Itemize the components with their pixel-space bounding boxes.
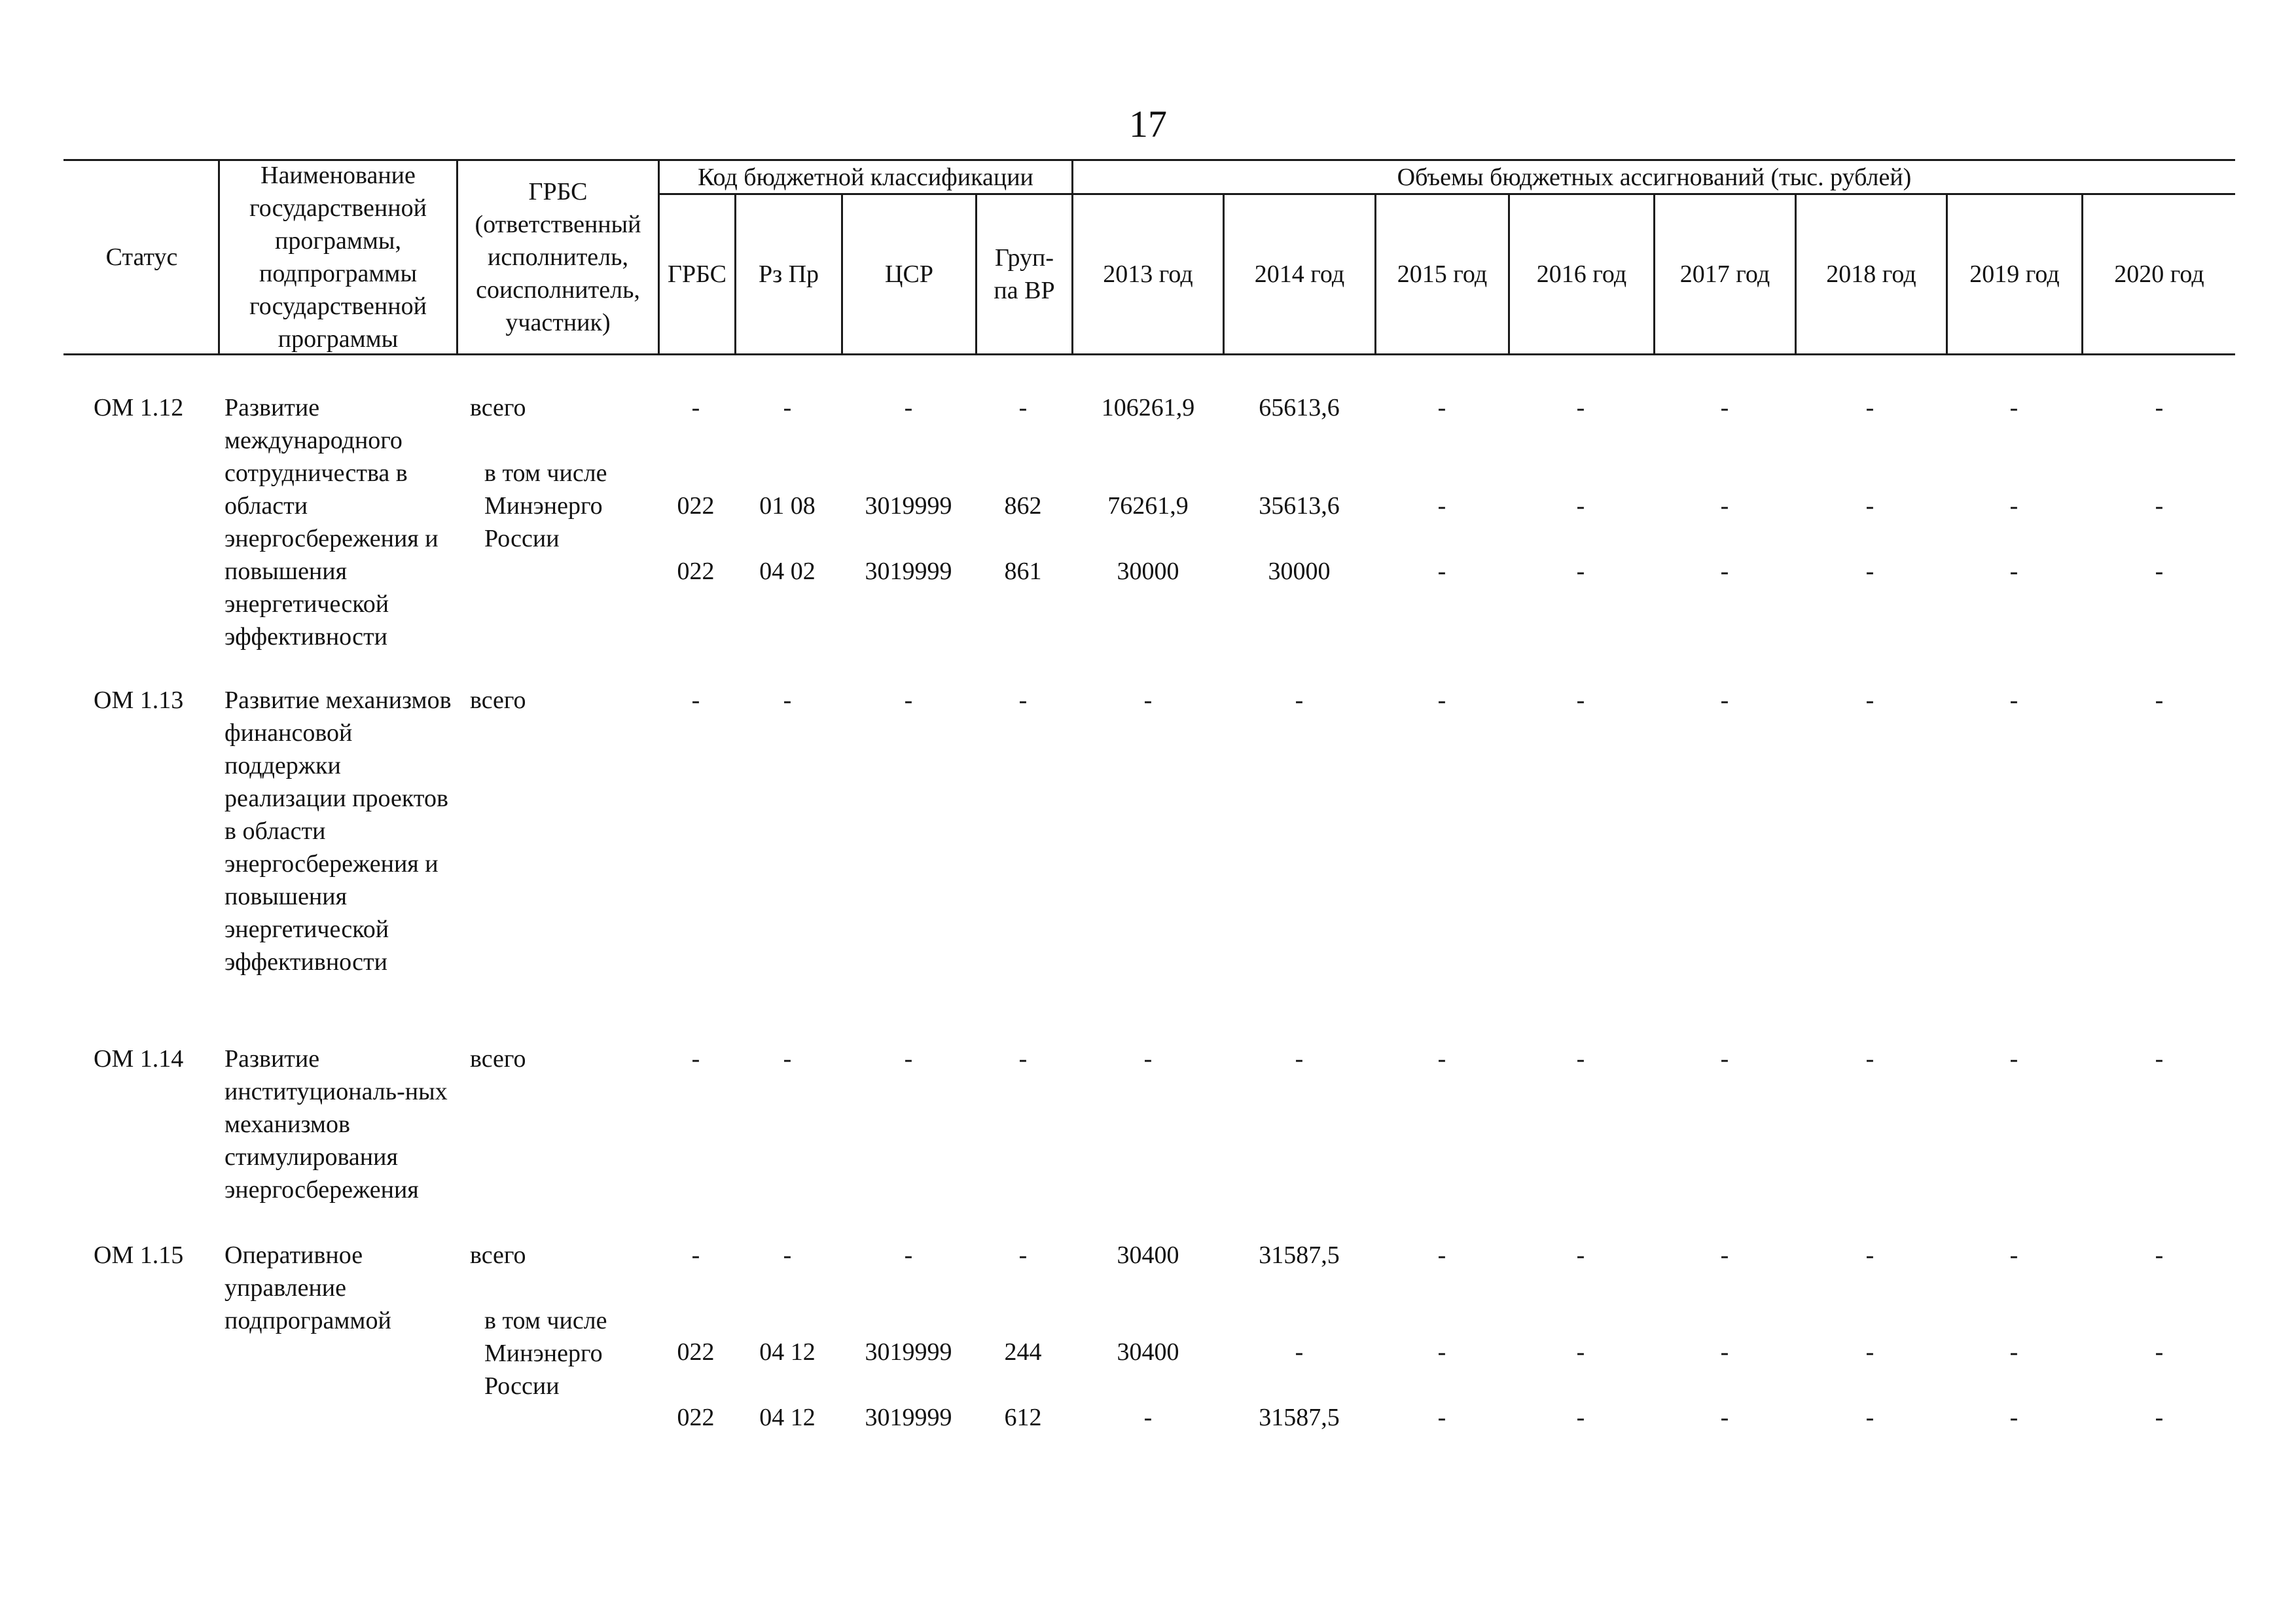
value-cell: - <box>1720 1241 1729 1269</box>
code-cell: - <box>904 687 913 714</box>
row-grbs-included: в том числе Минэнерго России <box>484 459 607 552</box>
code-cell: 3019999 <box>865 558 952 585</box>
value-cell: - <box>2009 492 2018 520</box>
row-status: ОМ 1.13 <box>94 687 184 714</box>
value-cell: - <box>1437 394 1446 421</box>
header-kbk-rzpr: Рз Пр <box>758 260 819 288</box>
value-cell: - <box>1720 1045 1729 1073</box>
code-cell: - <box>691 1241 700 1269</box>
code-cell: - <box>783 1241 792 1269</box>
value-cell: - <box>1295 1338 1304 1366</box>
value-cell: - <box>1437 1338 1446 1366</box>
code-cell: - <box>1018 1241 1028 1269</box>
value-cell: - <box>2155 492 2164 520</box>
value-cell: - <box>1720 1338 1729 1366</box>
value-cell: - <box>2009 1404 2018 1431</box>
column-divider <box>975 193 977 355</box>
code-cell: - <box>783 1045 792 1073</box>
code-cell: 861 <box>1004 558 1042 585</box>
code-cell: - <box>691 394 700 421</box>
value-cell: 35613,6 <box>1259 492 1340 520</box>
header-year-2019: 2019 год <box>1969 260 2060 288</box>
code-cell: - <box>1018 1045 1028 1073</box>
header-year-2020: 2020 год <box>2114 260 2204 288</box>
value-cell: - <box>1865 394 1874 421</box>
value-cell: - <box>2155 1338 2164 1366</box>
value-cell: - <box>1437 687 1446 714</box>
code-cell: 244 <box>1004 1338 1042 1366</box>
value-cell: - <box>1720 492 1729 520</box>
code-cell: 3019999 <box>865 1338 952 1366</box>
value-cell: - <box>2155 1241 2164 1269</box>
header-volumes-group: Объемы бюджетных ассигнований (тыс. рублей) <box>1397 163 1912 191</box>
row-name: Развитие институциональ-ных механизмов стимулирования энергосбережения <box>224 1045 448 1204</box>
row-grbs-total: всего <box>470 1241 526 1269</box>
value-cell: - <box>1720 1404 1729 1431</box>
value-cell: - <box>2155 1045 2164 1073</box>
code-cell: 04 02 <box>759 558 816 585</box>
value-cell: 30400 <box>1117 1338 1179 1366</box>
value-cell: - <box>1865 1338 1874 1366</box>
value-cell: - <box>1143 687 1153 714</box>
code-cell: - <box>691 687 700 714</box>
value-cell: - <box>1865 687 1874 714</box>
code-cell: 022 <box>677 492 715 520</box>
value-cell: - <box>1576 492 1585 520</box>
header-status: Статус <box>105 243 178 271</box>
value-cell: - <box>2009 1338 2018 1366</box>
header-year-2016: 2016 год <box>1536 260 1627 288</box>
header-year-2015: 2015 год <box>1397 260 1488 288</box>
value-cell: - <box>1295 1045 1304 1073</box>
code-cell: - <box>904 1241 913 1269</box>
value-cell: - <box>1865 492 1874 520</box>
row-grbs-total: всего <box>470 394 526 421</box>
value-cell: 31587,5 <box>1259 1404 1340 1431</box>
header-kbk-vr: Груп-па ВР <box>994 244 1055 304</box>
value-cell: - <box>1576 1338 1585 1366</box>
value-cell: - <box>2009 394 2018 421</box>
value-cell: - <box>1865 1241 1874 1269</box>
value-cell: - <box>1437 1404 1446 1431</box>
value-cell: - <box>1865 1404 1874 1431</box>
row-grbs-total: всего <box>470 687 526 714</box>
code-cell: 612 <box>1004 1404 1042 1431</box>
value-cell: - <box>1143 1045 1153 1073</box>
header-year-2017: 2017 год <box>1679 260 1770 288</box>
row-name: Развитие механизмов финансовой поддержки реализации проектов в области энергосбережения и повышения энергетической эффективности <box>224 687 452 976</box>
value-cell: - <box>1720 687 1729 714</box>
value-cell: - <box>2009 1241 2018 1269</box>
value-cell: - <box>1437 492 1446 520</box>
code-cell: - <box>783 687 792 714</box>
value-cell: - <box>1437 1045 1446 1073</box>
value-cell: - <box>1295 687 1304 714</box>
code-cell: 01 08 <box>759 492 816 520</box>
value-cell: - <box>1576 1241 1585 1269</box>
header-name: Наименование государственной программы, подпрограммы государственной программы <box>249 162 427 353</box>
row-name: Развитие международного сотрудничества в области энергосбережения и повышения энергетической эффективности <box>224 394 439 651</box>
page-number: 17 <box>1129 103 1167 145</box>
header-kbk-grbs: ГРБС <box>667 260 726 288</box>
row-status: ОМ 1.12 <box>94 394 184 421</box>
row-grbs-included: в том числе Минэнерго России <box>484 1307 607 1400</box>
value-cell: - <box>1720 394 1729 421</box>
value-cell: - <box>1576 394 1585 421</box>
value-cell: - <box>1865 1045 1874 1073</box>
value-cell: - <box>2009 558 2018 585</box>
value-cell: 65613,6 <box>1259 394 1340 421</box>
value-cell: - <box>2009 687 2018 714</box>
value-cell: 30400 <box>1117 1241 1179 1269</box>
value-cell: - <box>2155 687 2164 714</box>
row-status: ОМ 1.14 <box>94 1045 184 1073</box>
header-year-2013: 2013 год <box>1103 260 1193 288</box>
code-cell: - <box>904 394 913 421</box>
code-cell: 862 <box>1004 492 1042 520</box>
header-year-2014: 2014 год <box>1254 260 1345 288</box>
value-cell: - <box>1576 687 1585 714</box>
code-cell: - <box>783 394 792 421</box>
value-cell: - <box>2009 1045 2018 1073</box>
code-cell: 3019999 <box>865 492 952 520</box>
value-cell: 76261,9 <box>1107 492 1189 520</box>
header-grbs-responsible: ГРБС (ответственный исполнитель, соисполнитель, участник) <box>475 178 641 336</box>
code-cell: - <box>1018 687 1028 714</box>
value-cell: - <box>1437 1241 1446 1269</box>
value-cell: - <box>1437 558 1446 585</box>
value-cell: - <box>2155 558 2164 585</box>
code-cell: 022 <box>677 1404 715 1431</box>
header-year-2018: 2018 год <box>1826 260 1916 288</box>
value-cell: 30000 <box>1268 558 1331 585</box>
row-grbs-total: всего <box>470 1045 526 1073</box>
value-cell: 30000 <box>1117 558 1179 585</box>
row-name: Оперативное управление подпрограммой <box>224 1241 391 1334</box>
value-cell: - <box>1143 1404 1153 1431</box>
row-status: ОМ 1.15 <box>94 1241 184 1269</box>
code-cell: 3019999 <box>865 1404 952 1431</box>
code-cell: 04 12 <box>759 1404 816 1431</box>
code-cell: - <box>1018 394 1028 421</box>
value-cell: - <box>1576 1404 1585 1431</box>
code-cell: 022 <box>677 1338 715 1366</box>
header-kbk-group: Код бюджетной классификации <box>698 163 1033 191</box>
value-cell: - <box>1576 558 1585 585</box>
value-cell: 31587,5 <box>1259 1241 1340 1269</box>
value-cell: - <box>1720 558 1729 585</box>
code-cell: - <box>904 1045 913 1073</box>
header-kbk-csr: ЦСР <box>885 260 933 288</box>
value-cell: - <box>2155 394 2164 421</box>
value-cell: 106261,9 <box>1101 394 1195 421</box>
code-cell: - <box>691 1045 700 1073</box>
code-cell: 022 <box>677 558 715 585</box>
value-cell: - <box>1865 558 1874 585</box>
column-divider <box>734 193 736 355</box>
code-cell: 04 12 <box>759 1338 816 1366</box>
value-cell: - <box>1576 1045 1585 1073</box>
value-cell: - <box>2155 1404 2164 1431</box>
